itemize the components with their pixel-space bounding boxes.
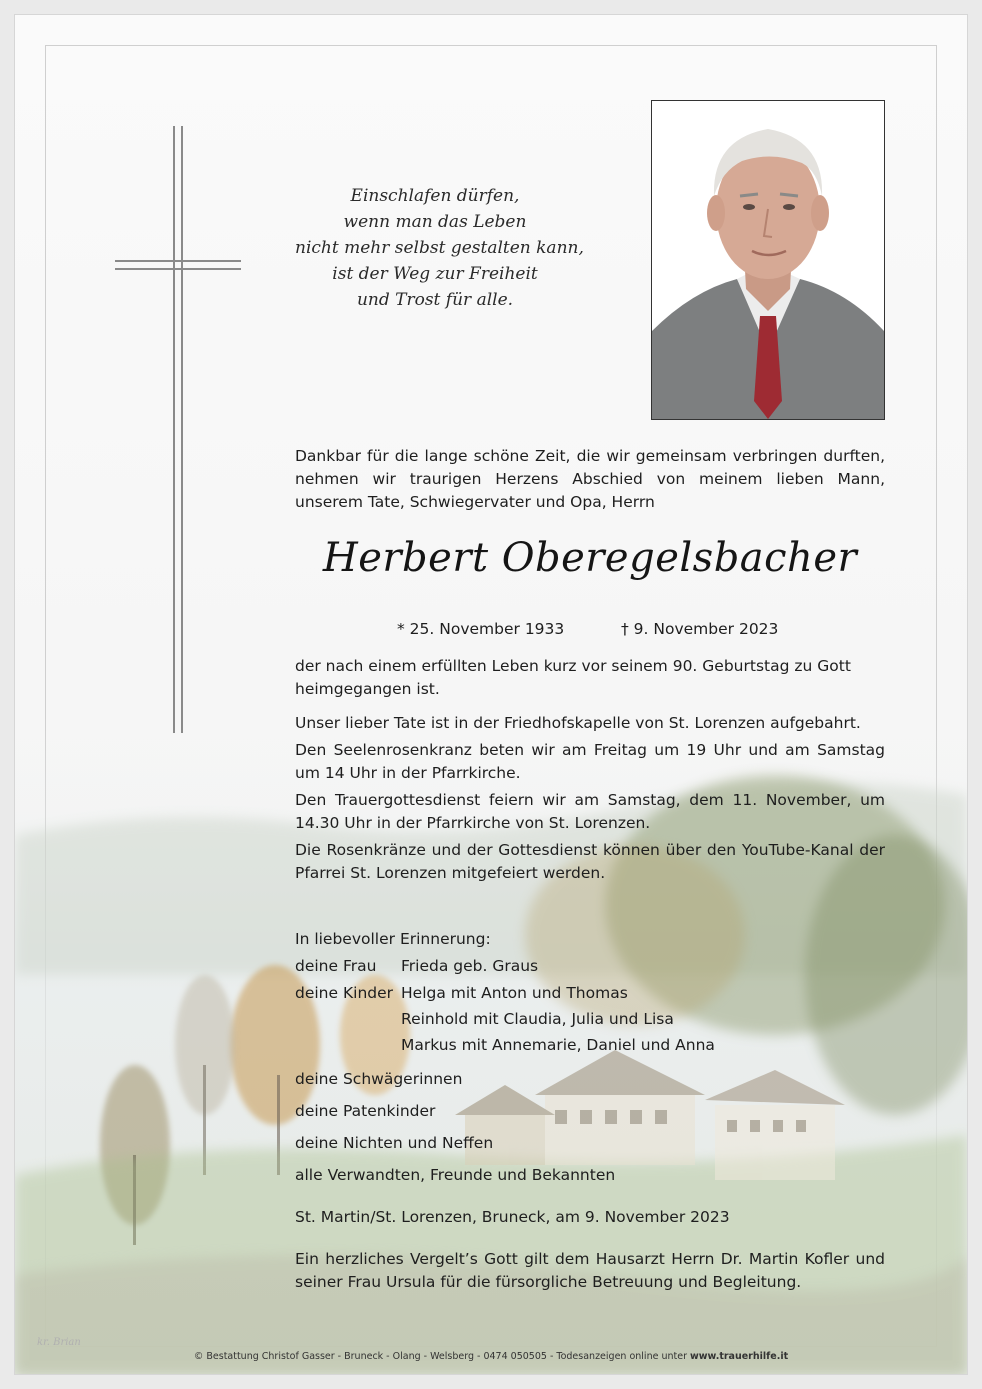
passing-paragraph: der nach einem erfüllten Leben kurz vor seinem 90. Geburtstag zu Gott heimgegangen ist. xyxy=(295,657,851,698)
remembrance-heading: In liebevoller Erinnerung: xyxy=(295,930,491,948)
poem-line: wenn man das Leben xyxy=(343,212,527,232)
cross-icon xyxy=(173,126,175,733)
family-name: Helga mit Anton und Thomas xyxy=(401,984,628,1002)
detail-paragraph: Die Rosenkränze und der Gottesdienst können über den YouTube-Kanal der Pfarrei St. Lorenzen mitgefeiert werden. xyxy=(295,841,885,882)
family-row xyxy=(295,953,715,980)
poem-line: ist der Weg zur Freiheit xyxy=(332,264,538,284)
family-relation: alle Verwandten, Freunde und Bekannten xyxy=(295,1166,616,1184)
death-date: † 9. November 2023 xyxy=(621,620,779,638)
family-list xyxy=(295,953,885,1191)
detail-paragraph: Den Seelenrosenkranz beten wir am Freitag um 19 Uhr und am Samstag um 14 Uhr in der Pfarrkirche. xyxy=(295,741,885,782)
cross-icon-bar xyxy=(115,260,241,262)
family-names xyxy=(401,980,715,1058)
family-names xyxy=(401,953,715,980)
footer-text: © Bestattung Christof Gasser - Bruneck - Olang - Welsberg - 0474 050505 - Todesanzeigen online unter xyxy=(193,1351,690,1362)
family-relation: deine Frau xyxy=(295,957,377,975)
family-name: Frieda geb. Graus xyxy=(401,957,539,975)
intro-paragraph: Dankbar für die lange schöne Zeit, die wir gemeinsam verbringen durften, nehmen wir traurigen Herzens Abschied von meinem lieben Mann, unserem Tate, Schwiegervater und Opa, Herrn xyxy=(295,447,885,511)
family-relation: deine Schwägerinnen xyxy=(295,1070,463,1088)
thanks-paragraph: Ein herzliches Vergelt’s Gott gilt dem Hausarzt Herrn Dr. Martin Kofler und seiner Frau Ursula für die fürsorgliche Betreuung und Begleitung. xyxy=(295,1250,885,1291)
family-name: Reinhold mit Claudia, Julia und Lisa xyxy=(401,1010,674,1028)
obituary-card xyxy=(14,14,968,1375)
detail-paragraph: Unser lieber Tate ist in der Friedhofskapelle von St. Lorenzen aufgebahrt. xyxy=(295,714,861,732)
deceased-name: Herbert Oberegelsbacher xyxy=(322,535,858,581)
family-relation: deine Nichten und Neffen xyxy=(295,1134,494,1152)
poem-line: und Trost für alle. xyxy=(356,290,514,310)
cross-icon-line xyxy=(181,126,183,733)
footer-link[interactable]: www.trauerhilfe.it xyxy=(690,1351,789,1362)
poem-line: nicht mehr selbst gestalten kann, xyxy=(295,238,584,258)
family-relation: deine Kinder xyxy=(295,984,394,1002)
portrait-photo xyxy=(651,100,885,420)
poem-line: Einschlafen dürfen, xyxy=(350,186,520,206)
detail-paragraph: Den Trauergottesdienst feiern wir am Samstag, dem 11. November, um 14.30 Uhr in der Pfarrkirche von St. Lorenzen. xyxy=(295,791,885,832)
birth-date: * 25. November 1933 xyxy=(397,620,565,638)
cross-icon-bar xyxy=(115,268,241,270)
service-details xyxy=(295,712,885,889)
place-date: St. Martin/St. Lorenzen, Bruneck, am 9. November 2023 xyxy=(295,1208,730,1226)
family-name: Markus mit Annemarie, Daniel und Anna xyxy=(401,1036,715,1054)
family-relation: deine Patenkinder xyxy=(295,1102,436,1120)
memorial-poem xyxy=(295,183,584,313)
footer xyxy=(15,1351,967,1362)
artist-signature: kr. Brian xyxy=(37,1337,81,1348)
family-row xyxy=(295,980,715,1058)
